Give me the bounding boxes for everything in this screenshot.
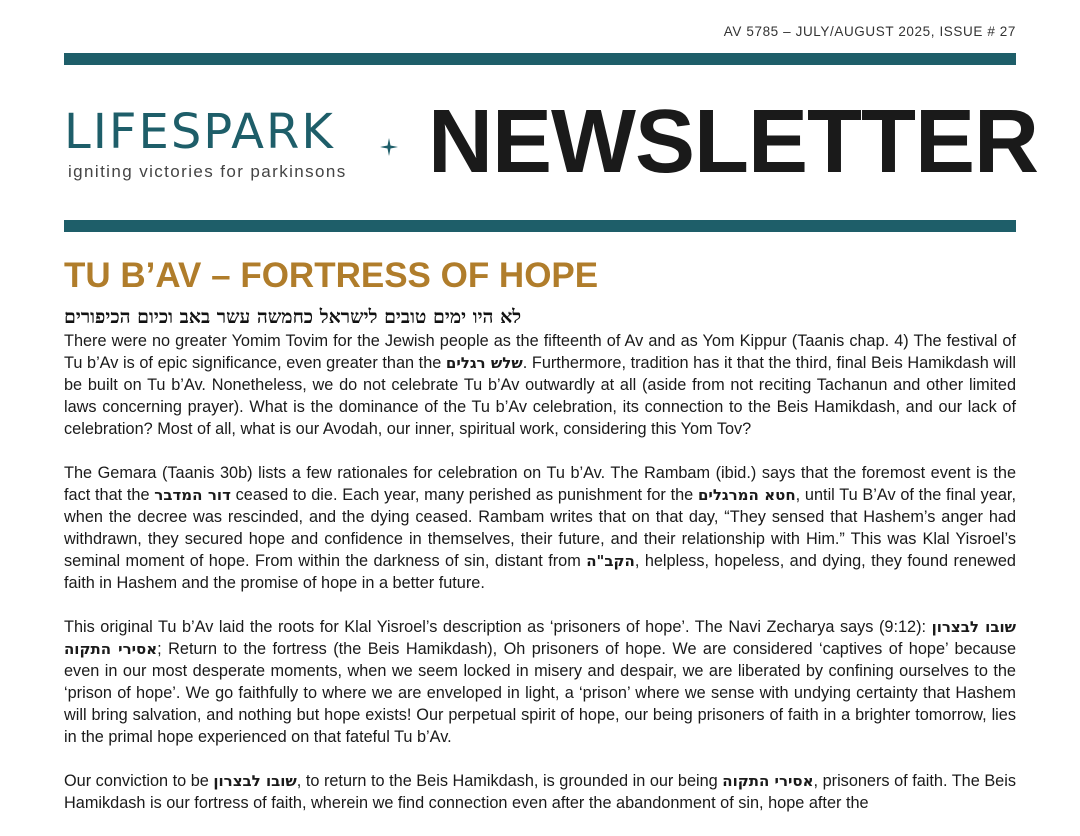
p4-text-3: , prisoners of faith. The Beis Hamikdash is our fortress of faith, wherein we find connection even after the abandonment of sin, hope after the [64,772,1016,812]
paragraph-4 [64,770,1016,814]
lifespark-logo [64,104,394,188]
hebrew-phrase: חטא המרגלים [697,486,796,504]
hebrew-phrase: שלש רגלים [445,354,523,372]
hebrew-title: לא היו ימים טובים לישראל כחמשה עשר באב וכיום הכיפורים [64,306,522,328]
logo-tagline: igniting victories for parkinsons [68,162,347,181]
header-top-rule [64,53,1016,65]
paragraph-3 [64,616,1016,748]
p4-text-1: Our conviction to be [64,772,214,790]
issue-line: AV 5785 – JULY/AUGUST 2025, ISSUE # 27 [723,24,1016,39]
p2-text-3: , until Tu B’Av of the final year, when the decree was rescinded, and the dying ceased. Rambam writes that on that day, “They sensed that Hashem’s anger had withdrawn, they secured hope and confidence in themselves, their future, and their relationship with Him.” This was Klal Yisroel’s seminal moment of hope. From within the darkness of sin, distant from [64,486,1016,570]
hebrew-phrase: הקב"ה [586,552,635,570]
p1-text-2: . Furthermore, tradition has it that the third, final Beis Hamikdash will be built on Tu b’Av. Nonetheless, we do not celebrate Tu b’Av outwardly at all (aside from not reciting Tachanun and other limited laws concerning prayer). What is the dominance of the Tu b’Av celebration, its connection to the Beis Hamikdash, and our lack of celebration? Most of all, what is our Avodah, our inner, spiritual work, considering this Yom Tov? [64,354,1016,438]
logo-wordmark: LIFESPARK [64,104,335,160]
p3-text-1: This original Tu b’Av laid the roots for Klal Yisroel’s description as ‘prisoners of hope’. The Navi Zecharya says (9:12): [64,618,932,636]
article [64,254,1016,836]
newsletter-title: NEWSLETTER [428,92,1038,192]
p1-text-1: There were no greater Yomim Tovim for the Jewish people as the fifteenth of Av and as Yom Kippur (Taanis chap. 4) The festival of Tu b’Av is of epic significance, even greater than the [64,332,1016,372]
hebrew-phrase: שובו לבצרון אסירי התקוה [64,618,1017,658]
header-bottom-rule [64,220,1016,232]
hebrew-phrase: דור המדבר [154,486,231,504]
p2-text-1: The Gemara (Taanis 30b) lists a few rationales for celebration on Tu b’Av. The Rambam (ibid.) says that the foremost event is the fact that the [64,464,1016,504]
article-headline: TU B’AV – FORTRESS OF HOPE [64,256,599,295]
p4-text-2: , to return to the Beis Hamikdash, is grounded in our being [296,772,723,790]
paragraph-1 [64,330,1016,440]
hebrew-phrase: שובו לבצרון [213,772,297,790]
spark-icon [380,138,398,156]
p2-text-2: ceased to die. Each year, many perished as punishment for the [230,486,698,504]
p2-text-4: , helpless, hopeless, and dying, they found renewed faith in Hashem and the promise of hope in a better future. [64,552,1016,592]
hebrew-phrase: אסירי התקוה [722,772,814,790]
paragraph-2 [64,462,1016,594]
p3-text-2: ; Return to the fortress (the Beis Hamikdash), Oh prisoners of hope. We are considered ‘captives of hope’ because even in our most desperate moments, when we seem locked in misery and despair, we are liberated by confining ourselves to the ‘prison of hope’. We go faithfully to where we are enveloped in light, a ‘prison’ where we sense with undying certainty that Hashem will bring salvation, and nothing but hope exists! Our perpetual spirit of hope, our being prisoners of faith in a brighter tomorrow, lies in the primal hope experienced on that fateful Tu b’Av. [64,640,1016,746]
